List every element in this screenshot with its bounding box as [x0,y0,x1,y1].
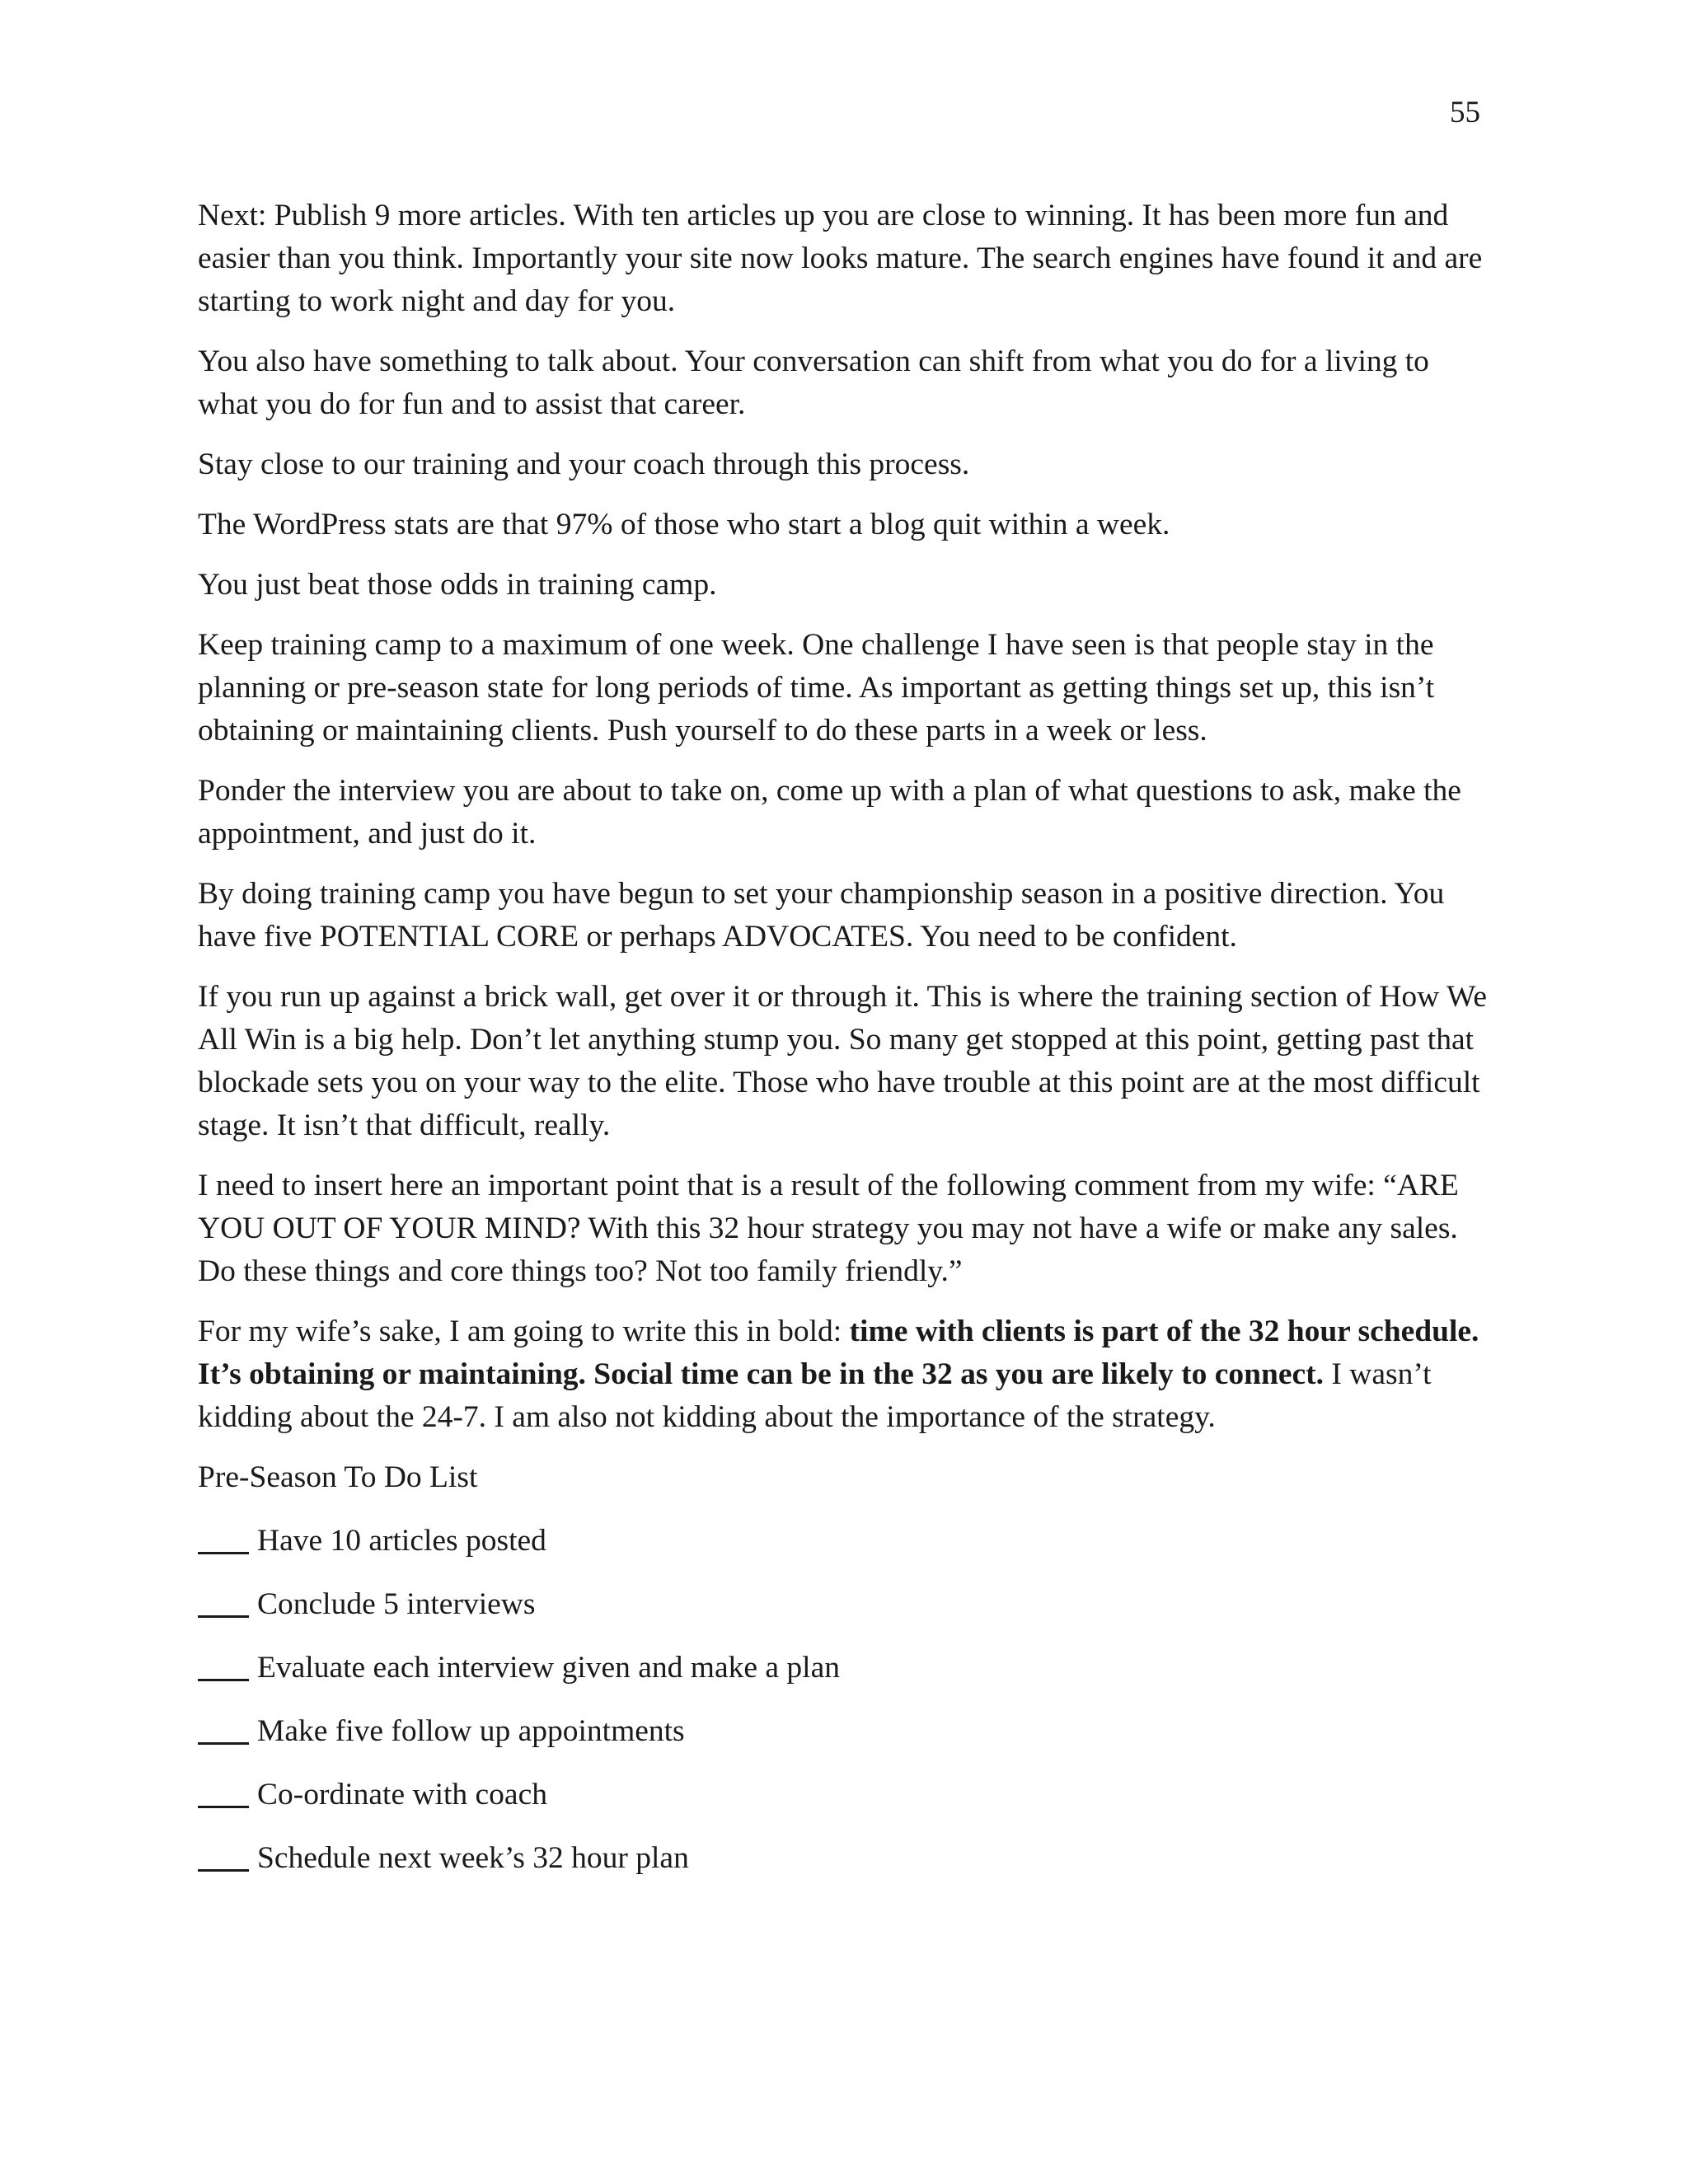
bold-paragraph-emphasis: time with clients is part of the 32 hour schedule. It’s obtaining or maintaining. Social time can be in the 32 as you are likely to connect. [198,1315,1479,1391]
todo-item-label: Co-ordinate with coach [257,1778,547,1811]
paragraph: Stay close to our training and your coach through this process. [198,448,970,481]
paragraph: I need to insert here an important point that is a result of the following comment from my wife: “ARE YOU OUT OF YOUR MIND? With this 32 hour strategy you may not have a wife or make any sales. Do these things and core things too? Not too family friendly.” [198,1169,1459,1288]
todo-item-label: Schedule next week’s 32 hour plan [257,1841,689,1875]
paragraph: Keep training camp to a maximum of one week. One challenge I have seen is that people stay in the planning or pre-season state for long periods of time. As important as getting things set up, this isn’t obtaining or maintaining clients. Push yourself to do these parts in a week or less. [198,628,1435,748]
checkbox-blank-line [198,1838,249,1872]
paragraph: The WordPress stats are that 97% of those who start a blog quit within a week. [198,508,1170,541]
checkbox-blank-line [198,1711,249,1745]
checkbox-blank-line [198,1774,249,1808]
todo-item [198,1707,1492,1753]
checkbox-blank-line [198,1584,249,1618]
checkbox-blank-line [198,1521,249,1554]
todo-item-label: Evaluate each interview given and make a plan [257,1651,840,1685]
checkbox-blank-line [198,1647,249,1681]
bold-paragraph [198,1310,1492,1439]
paragraph: By doing training camp you have begun to set your championship season in a positive direction. You have five POTENTIAL CORE or perhaps ADVOCATES. You need to be confident. [198,877,1445,954]
bold-paragraph-tail: I wasn’t kidding about the 24-7. I am also not kidding about the importance of the strategy. [198,1357,1432,1434]
todo-item-label: Have 10 articles posted [257,1524,546,1558]
paragraph: If you run up against a brick wall, get over it or through it. This is where the training section of How We All Win is a big help. Don’t let anything stump you. So many get stopped at this point, getting past that blockade sets you on your way to the elite. Those who have trouble at this point are at the most difficult stage. It isn’t that difficult, really. [198,980,1487,1142]
todo-item [198,1516,1492,1563]
todo-item [198,1580,1492,1626]
todo-title: Pre-Season To Do List [198,1460,478,1494]
todo-item [198,1770,1492,1816]
paragraph: Ponder the interview you are about to take on, come up with a plan of what questions to ask, make the appointment, and just do it. [198,774,1461,851]
page-number: 55 [1450,96,1480,129]
document-body [198,194,1492,1880]
paragraph: You also have something to talk about. Your conversation can shift from what you do for a living to what you do for fun and to assist that career. [198,344,1429,421]
paragraph: Next: Publish 9 more articles. With ten articles up you are close to winning. It has been more fun and easier than you think. Importantly your site now looks mature. The search engines have found it and are starting to work night and day for you. [198,199,1483,318]
todo-item [198,1834,1492,1880]
todo-item-label: Make five follow up appointments [257,1714,685,1748]
bold-paragraph-lead: For my wife’s sake, I am going to write this in bold: [198,1315,850,1348]
paragraph: You just beat those odds in training camp. [198,568,717,602]
todo-item [198,1643,1492,1690]
todo-item-label: Conclude 5 interviews [257,1587,536,1621]
